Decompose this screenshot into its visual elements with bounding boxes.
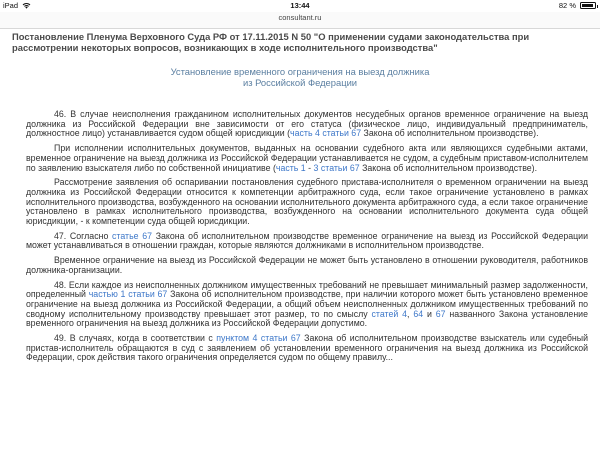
text: , — [407, 308, 414, 319]
link-3-article-67[interactable]: 3 статьи 67 — [313, 162, 360, 173]
link-articles-4[interactable]: статей 4 — [371, 308, 407, 319]
text: Закона об исполнительном производстве временное ограничение на выезд из Российской Федерации может устанавливаться в отношении граждан, которые являются должниками в исполнительном производстве. — [26, 230, 588, 251]
document-title: Постановление Пленума Верховного Суда РФ от 17.11.2015 N 50 "О применении судами законодательства при рассмотрении некоторых вопросов, возникающих в ходе исполнительного производства" — [12, 31, 530, 53]
device-name: iPad — [3, 1, 19, 10]
paragraph-49 — [26, 334, 588, 363]
text: - — [305, 162, 314, 173]
text: 49. В случаях, когда в соответствии с — [54, 333, 217, 344]
text: Временное ограничение на выезд из Российской Федерации не может быть установлено в отношении руководителя, работников должника-организации. — [26, 255, 588, 275]
link-article-67[interactable]: статье 67 — [112, 230, 153, 241]
paragraph-46 — [26, 110, 588, 139]
status-right — [559, 1, 596, 10]
section-title-line-1: Установление временного ограничения на выезд должника — [170, 65, 430, 77]
link-clause-4-article-67[interactable]: пунктом 4 статьи 67 — [216, 333, 301, 344]
text: Закона об исполнительном производстве взыскатель или судебный пристав-исполнитель обращаются в суд с заявлением об установлении временного ограничения на выезд должника из Российской Федерации, срок действия такого ограничения определяется судом по общему правилу... — [26, 333, 588, 363]
section-title-line-2: из Российской Федерации — [242, 76, 358, 88]
text: При исполнении исполнительных документов, выданных на основании судебного акта или являющихся судебными актами, временное ограничение на выезд должника из Российской Федерации устанавливается не судом, а судебным приставом-исполнителем по заявлению взыскателя либо по собственной инициативе ( — [26, 143, 588, 173]
text: Закона об исполнительном производстве). — [359, 162, 538, 173]
battery-icon — [580, 2, 596, 9]
link-part-1[interactable]: часть 1 — [275, 162, 306, 173]
text: Рассмотрение заявления об оспаривании постановления судебного пристава-исполнителя о временном ограничении на выезд должника из Российской Федерации относится к компетенции арбитражного суда, если такое ограничение установлено в рамках исполнительного производства, возбужденного на основании исполнительного документа арбитражного суда, а если такое ограничение установлено в рамках исполнительного производства, возбужденного на основании исполнительного документа суда общей юрисдикции, - к компетенции суда общей юрисдикции. — [26, 177, 588, 227]
text: 47. Согласно — [54, 230, 113, 241]
text: Закона об исполнительном производстве, при наличии которого может быть установлено временное ограничение на выезд должника из Российской Федерации, а общий объем неисполненных должником имущественных требований по сводному исполнительному производству превышает этот размер, то по смыслу — [26, 289, 589, 319]
address-bar[interactable] — [0, 12, 600, 29]
paragraph-47 — [26, 232, 588, 251]
text: 46. В случае неисполнения гражданином исполнительных документов несудебных органов временное ограничение на выезд должника из Российской Федерации вне зависимости от его статуса (физическое лицо, индивидуальный предприниматель, должностное лицо) устанавливается судом общей юрисдикции ( — [26, 109, 588, 139]
document-header — [12, 30, 588, 88]
paragraph-46-2 — [26, 144, 588, 173]
paragraph-46-3 — [26, 178, 588, 227]
paragraph-47-2 — [26, 256, 588, 275]
battery-percent: 82 % — [558, 1, 576, 10]
link-67[interactable]: 67 — [435, 308, 446, 319]
url-text[interactable]: consultant.ru — [278, 13, 322, 22]
document-body — [26, 110, 588, 368]
link-part-4-article-67[interactable]: часть 4 статьи 67 — [290, 128, 362, 139]
paragraph-48 — [26, 281, 588, 330]
text: Закона об исполнительном производстве). — [361, 128, 539, 139]
status-bar — [0, 0, 600, 12]
text: названного Закона установление временного ограничения на выезд должника из Российской Федерации допустимо. — [26, 308, 588, 329]
link-64[interactable]: 64 — [413, 308, 424, 319]
clock: 13:44 — [290, 1, 310, 10]
text: и — [423, 308, 436, 319]
link-part-1-article-67[interactable]: частью 1 статьи 67 — [88, 289, 168, 300]
text: 48. Если каждое из неисполненных должником имущественных требований не превышает минимальный размер задолженности, определенный — [26, 279, 588, 300]
section-title — [12, 66, 588, 88]
